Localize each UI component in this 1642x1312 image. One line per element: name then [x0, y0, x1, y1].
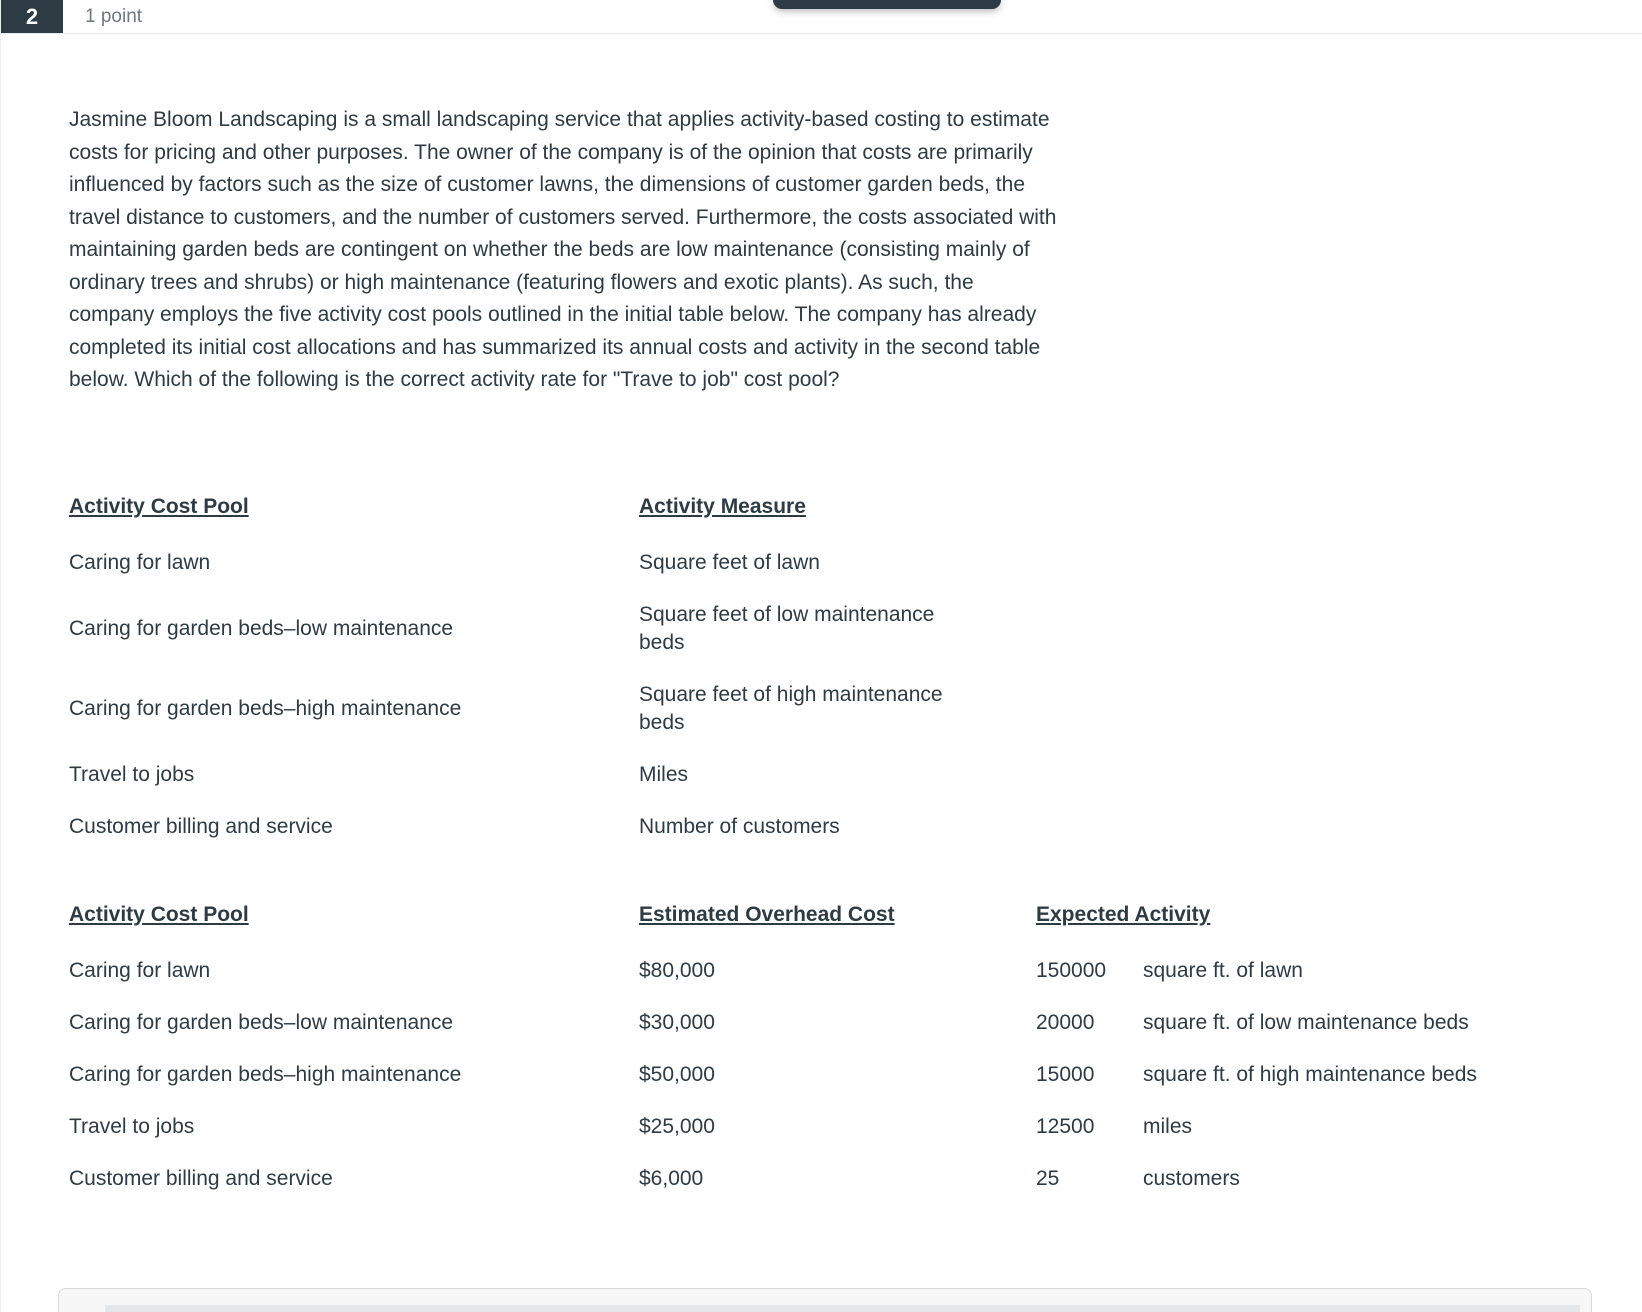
cost-pool-cell: Caring for garden beds–high maintenance: [69, 696, 462, 720]
overhead-cost-cell: $50,000: [639, 1062, 715, 1086]
overhead-cost-cell: $80,000: [639, 958, 715, 982]
activity-measure-cell: Square feet of low maintenance beds: [639, 602, 935, 654]
expected-unit-cell: square ft. of lawn: [1143, 958, 1303, 982]
cost-activity-table: [69, 903, 1574, 1205]
expected-qty-cell: 20000: [1036, 1010, 1095, 1034]
expected-qty-cell: 12500: [1036, 1114, 1095, 1138]
overhead-cost-cell: $6,000: [639, 1166, 704, 1190]
cost-pool-cell: Caring for garden beds–low maintenance: [69, 1010, 454, 1034]
expected-unit-cell: square ft. of low maintenance beds: [1143, 1010, 1469, 1034]
expected-qty-cell: 15000: [1036, 1062, 1095, 1086]
col-header-expected-activity: Expected Activity: [1036, 902, 1211, 926]
overhead-cost-cell: $30,000: [639, 1010, 715, 1034]
cost-pool-cell: Caring for garden beds–low maintenance: [69, 616, 454, 640]
answer-area-partial[interactable]: [58, 1288, 1592, 1312]
cost-pool-cell: Travel to jobs: [69, 1114, 195, 1138]
cost-pool-cell: Travel to jobs: [69, 762, 195, 786]
cost-pool-cell: Caring for lawn: [69, 550, 211, 574]
question-text: Jasmine Bloom Landscaping is a small landscaping service that applies activity-based costing to estimate costs for pricing and other purposes. The owner of the company is of the opinion that costs are primarily influenced by factors such as the size of customer lawns, the dimensions of customer garden beds, the travel distance to customers, and the number of customers served. Furthermore, the costs associated with maintaining garden beds are contingent on whether the beds are low maintenance (consisting mainly of ordinary trees and shrubs) or high maintenance (featuring flowers and exotic plants). As such, the company employs the five activity cost pools outlined in the initial table below. The company has already completed its initial cost allocations and has summarized its annual costs and activity in the second table below. Which of the following is the correct activity rate for "Trave to job" cost pool?: [69, 108, 1057, 391]
activity-measure-cell: Number of customers: [639, 814, 840, 838]
cost-pool-cell: Customer billing and service: [69, 814, 333, 838]
cost-pool-cell: Caring for lawn: [69, 958, 211, 982]
question-number-badge: 2: [1, 0, 63, 33]
expected-qty-cell: 150000: [1036, 958, 1107, 982]
expected-unit-cell: customers: [1143, 1166, 1240, 1190]
activity-measure-table: [69, 495, 1642, 853]
activity-measure-cell: Square feet of high maintenance beds: [639, 682, 943, 734]
col-header-activity-measure: Activity Measure: [639, 494, 806, 518]
cost-pool-cell: Caring for garden beds–high maintenance: [69, 1062, 462, 1086]
question-body: [1, 34, 1642, 1205]
activity-measure-cell: Square feet of lawn: [639, 550, 820, 574]
answer-option-partial: [105, 1305, 1580, 1312]
expected-unit-cell: miles: [1143, 1114, 1193, 1138]
col-header-activity-cost-pool: Activity Cost Pool: [69, 494, 249, 518]
activity-measure-cell: Miles: [639, 762, 689, 786]
question-points: 1 point: [85, 5, 143, 27]
col-header-estimated-overhead-cost: Estimated Overhead Cost: [639, 902, 895, 926]
expected-unit-cell: square ft. of high maintenance beds: [1143, 1062, 1477, 1086]
overhead-cost-cell: $25,000: [639, 1114, 715, 1138]
expected-qty-cell: 25: [1036, 1166, 1060, 1190]
notification-toast-partial: [773, 0, 1001, 9]
col-header-activity-cost-pool: Activity Cost Pool: [69, 902, 249, 926]
cost-pool-cell: Customer billing and service: [69, 1166, 333, 1190]
